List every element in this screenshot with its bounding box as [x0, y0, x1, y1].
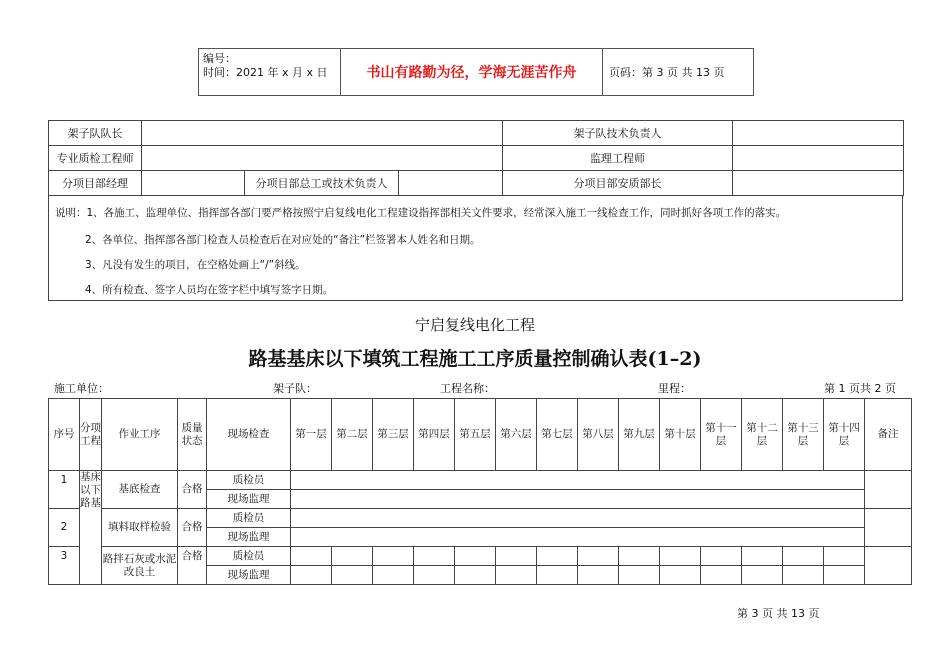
- sig-label-tech-lead: 架子队技术负责人: [503, 121, 733, 146]
- sig-field-safety-head[interactable]: [733, 171, 904, 196]
- layer-cell[interactable]: [783, 547, 824, 566]
- project-title: 宁启复线电化工程: [414, 316, 535, 334]
- col-layer: 第五层: [455, 399, 496, 471]
- col-layer: 第四层: [414, 399, 455, 471]
- layer-cell[interactable]: [291, 547, 332, 566]
- remark-cell[interactable]: [865, 509, 912, 547]
- row-check: 现场监理: [207, 566, 291, 585]
- note-line: 2、各单位、指挥部各部门检查人员检查后在对应处的“备注”栏签署本人姓名和日期。: [85, 234, 481, 246]
- col-layer: 第六层: [496, 399, 537, 471]
- sig-field-qc-engineer[interactable]: [142, 146, 503, 171]
- layer-cell[interactable]: [455, 547, 496, 566]
- col-layer: 第十层: [660, 399, 701, 471]
- layer-cell[interactable]: [291, 471, 865, 490]
- layer-cell[interactable]: [291, 528, 865, 547]
- sig-label-chief-engineer: 分项目部总工或技术负责人: [245, 171, 399, 196]
- quality-control-table: [48, 398, 912, 585]
- col-remark: 备注: [865, 399, 912, 471]
- sig-field-supervisor[interactable]: [733, 146, 904, 171]
- table-header-row: [49, 399, 912, 471]
- layer-cell[interactable]: [701, 547, 742, 566]
- col-layer: 第十二层: [742, 399, 783, 471]
- layer-cell[interactable]: [291, 509, 865, 528]
- layer-cell[interactable]: [742, 547, 783, 566]
- col-layer: 第一层: [291, 399, 332, 471]
- col-layer: 第二层: [332, 399, 373, 471]
- layer-cell[interactable]: [578, 566, 619, 585]
- sig-label-supervisor: 监理工程师: [503, 146, 733, 171]
- row-seq: 2: [49, 509, 80, 547]
- row-process: 基底检查: [102, 471, 178, 509]
- layer-cell[interactable]: [619, 566, 660, 585]
- col-process: 作业工序: [102, 399, 178, 471]
- layer-cell[interactable]: [660, 547, 701, 566]
- layer-cell[interactable]: [824, 547, 865, 566]
- remark-cell[interactable]: [865, 547, 912, 585]
- col-quality: 质量状态: [178, 399, 207, 471]
- sig-label-qc-engineer: 专业质检工程师: [49, 146, 142, 171]
- sig-field-leader[interactable]: [142, 121, 503, 146]
- col-subitem: 分项工程: [80, 399, 102, 471]
- row-check: 现场监理: [207, 490, 291, 509]
- layer-cell[interactable]: [373, 566, 414, 585]
- notes-box: [48, 195, 903, 301]
- layer-cell[interactable]: [414, 566, 455, 585]
- layer-cell[interactable]: [291, 490, 865, 509]
- row-subitem: 基床以下路基: [80, 471, 102, 585]
- col-layer: 第三层: [373, 399, 414, 471]
- code-label: 编号：: [203, 52, 236, 65]
- layer-cell[interactable]: [783, 566, 824, 585]
- note-line: 4、所有检查、签字人员均在签字栏中填写签字日期。: [85, 284, 334, 296]
- info-team: 架子队：: [273, 382, 317, 395]
- time-label: 时间：2021 年 x 月 x 日: [203, 66, 328, 79]
- layer-cell[interactable]: [537, 547, 578, 566]
- document-header: [198, 48, 754, 96]
- sig-label-safety-head: 分项目部安质部长: [503, 171, 733, 196]
- info-project: 工程名称：: [440, 382, 495, 395]
- header-page-label: 页码：第 3 页 共 13 页: [609, 66, 725, 79]
- info-page: 第 1 页共 2 页: [824, 382, 896, 395]
- sig-field-chief-engineer[interactable]: [399, 171, 503, 196]
- layer-cell[interactable]: [578, 547, 619, 566]
- sig-field-manager[interactable]: [142, 171, 245, 196]
- row-quality: 合格: [178, 471, 207, 509]
- info-unit: 施工单位：: [54, 382, 109, 395]
- page-footer: 第 3 页 共 13 页: [737, 607, 820, 620]
- col-layer: 第九层: [619, 399, 660, 471]
- row-process: 路拌石灰或水泥改良土: [102, 547, 178, 585]
- layer-cell[interactable]: [496, 566, 537, 585]
- col-layer: 第十三层: [783, 399, 824, 471]
- sig-label-manager: 分项目部经理: [49, 171, 142, 196]
- note-line: 说明：1、各施工、监理单位、指挥部各部门要严格按照宁启复线电化工程建设指挥部相关文件要求，经常深入施工一线检查工作，同时抓好各项工作的落实。: [55, 207, 787, 219]
- row-check: 质检员: [207, 509, 291, 528]
- col-layer: 第八层: [578, 399, 619, 471]
- signature-row: [49, 171, 904, 196]
- note-line: 3、凡没有发生的项目，在空格处画上“/”斜线。: [85, 259, 306, 271]
- header-motto: 书山有路勤为径，学海无涯苦作舟: [341, 49, 603, 95]
- signature-row: [49, 121, 904, 146]
- table-row: [49, 471, 912, 490]
- header-meta: [199, 49, 341, 95]
- layer-cell[interactable]: [455, 566, 496, 585]
- remark-cell[interactable]: [865, 471, 912, 509]
- col-layer: 第十一层: [701, 399, 742, 471]
- sig-field-tech-lead[interactable]: [733, 121, 904, 146]
- layer-cell[interactable]: [824, 566, 865, 585]
- layer-cell[interactable]: [619, 547, 660, 566]
- form-title: 路基基床以下填筑工程施工工序质量控制确认表(1–2): [248, 348, 702, 370]
- row-check: 现场监理: [207, 528, 291, 547]
- layer-cell[interactable]: [291, 566, 332, 585]
- layer-cell[interactable]: [414, 547, 455, 566]
- layer-cell[interactable]: [660, 566, 701, 585]
- info-mileage: 里程：: [658, 382, 691, 395]
- row-check: 质检员: [207, 547, 291, 566]
- signature-row: [49, 146, 904, 171]
- layer-cell[interactable]: [332, 566, 373, 585]
- layer-cell[interactable]: [537, 566, 578, 585]
- row-check: 质检员: [207, 471, 291, 490]
- col-layer: 第十四层: [824, 399, 865, 471]
- row-process: 填料取样检验: [102, 509, 178, 547]
- layer-cell[interactable]: [742, 566, 783, 585]
- sig-label-leader: 架子队队长: [49, 121, 142, 146]
- layer-cell[interactable]: [332, 547, 373, 566]
- table-row: [49, 509, 912, 528]
- signature-table: [48, 120, 904, 196]
- col-seq: 序号: [49, 399, 80, 471]
- row-seq: 3: [49, 547, 80, 585]
- layer-cell[interactable]: [373, 547, 414, 566]
- layer-cell[interactable]: [496, 547, 537, 566]
- row-quality: 合格: [178, 509, 207, 547]
- col-inspect: 现场检查: [207, 399, 291, 471]
- table-row: [49, 547, 912, 566]
- row-seq: 1: [49, 471, 80, 509]
- layer-cell[interactable]: [701, 566, 742, 585]
- col-layer: 第七层: [537, 399, 578, 471]
- row-quality: 合格: [178, 547, 207, 585]
